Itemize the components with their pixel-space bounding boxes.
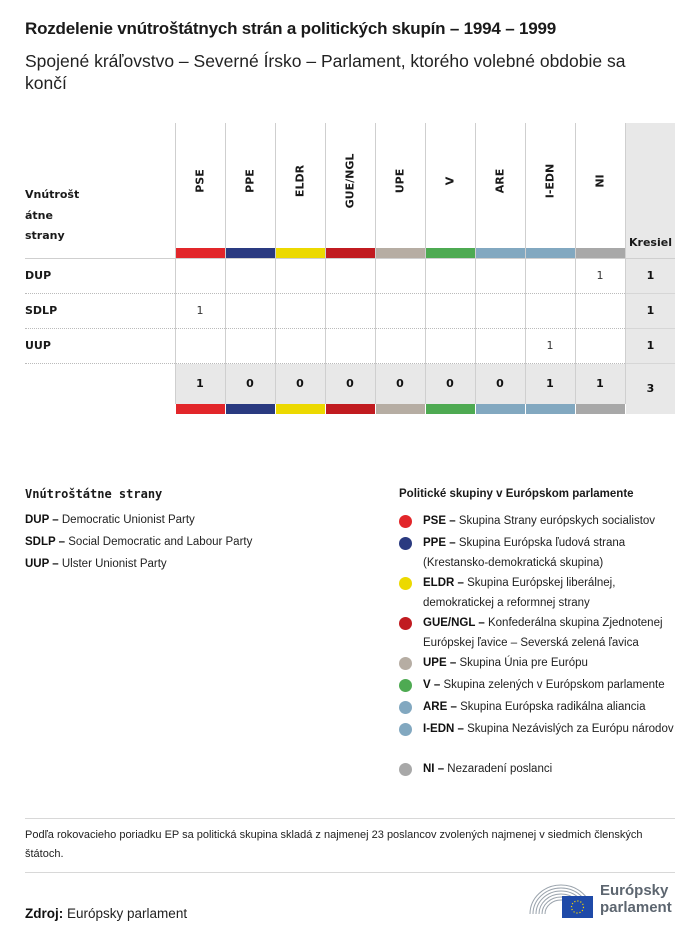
group-code: PPE <box>423 537 447 549</box>
divider <box>25 818 675 819</box>
table-cell: 1 <box>596 269 604 282</box>
source-label: Zdroj: <box>25 906 64 921</box>
source-value: Európsky parlament <box>67 906 188 921</box>
seats-cell: 1 <box>646 339 655 352</box>
separator: – <box>49 558 62 570</box>
group-color-bar <box>426 404 475 414</box>
group-color-bar <box>576 404 625 414</box>
group-color-dot-icon <box>399 657 412 670</box>
total-cell: 1 <box>546 377 554 390</box>
group-color-bar <box>576 248 625 258</box>
separator: – <box>55 536 69 548</box>
group-color-bar <box>326 248 375 258</box>
group-color-bar <box>326 404 375 414</box>
column-header-i-edn <box>525 123 575 248</box>
group-color-dot-icon <box>399 537 412 550</box>
separator: – <box>446 515 459 527</box>
column-header-ni <box>575 123 625 248</box>
seats-divider <box>626 363 675 364</box>
group-color-bar <box>526 404 575 414</box>
group-code: I-EDN <box>543 163 557 199</box>
political-group-legend-item <box>399 613 689 653</box>
group-code: I-EDN <box>423 723 455 735</box>
political-group-legend-item <box>399 697 689 717</box>
group-code: ELDR <box>293 164 307 198</box>
group-code: ARE <box>493 168 507 194</box>
group-color-bar <box>176 248 225 258</box>
political-group-legend-item <box>399 719 689 739</box>
party-code: DUP <box>25 514 50 526</box>
separator: – <box>454 577 468 589</box>
group-color-dot-icon <box>399 763 412 776</box>
group-code: ARE <box>423 701 448 713</box>
political-group-legend-item <box>399 511 689 531</box>
group-code: ELDR <box>423 577 455 589</box>
separator: – <box>475 617 488 629</box>
party-name: Ulster Unionist Party <box>61 558 167 570</box>
group-name: Skupina Únia pre Európu <box>459 657 588 669</box>
group-name: Nezaradení poslanci <box>447 763 553 775</box>
column-header-gue-ngl <box>325 123 375 248</box>
group-code: NI <box>593 174 607 188</box>
seats-divider <box>626 293 675 294</box>
page-subtitle: Spojené kráľovstvo – Severné Írsko – Parlament, ktorého volebné obdobie sa končí <box>25 51 626 93</box>
group-color-dot-icon <box>399 577 412 590</box>
group-name: Konfederálna skupina Zjednotenej Európskej ľavice – Severská zelená ľavica <box>423 617 663 649</box>
group-name: Skupina Európskej liberálnej, demokratickej a reformnej strany <box>423 577 616 609</box>
group-color-bar <box>376 404 425 414</box>
header-divider <box>25 258 675 259</box>
group-code: PSE <box>193 169 207 193</box>
group-name: Skupina Európska ľudová strana (Krestansko-demokratická skupina) <box>423 537 626 569</box>
row-label-dup: DUP <box>25 269 52 282</box>
source <box>25 906 187 921</box>
logo-text-line-2: parlament <box>600 899 672 916</box>
group-name: Skupina Strany európskych socialistov <box>458 515 656 527</box>
total-cell: 0 <box>346 377 354 390</box>
group-color-dot-icon <box>399 679 412 692</box>
group-color-dot-icon <box>399 701 412 714</box>
column-header-v <box>425 123 475 248</box>
group-name: Skupina Európska radikálna aliancia <box>460 701 646 713</box>
footnote: Podľa rokovacieho poriadku EP sa politická skupina skladá z najmenej 23 poslancov zvolených najmenej v siedmich členských štátoch. <box>25 829 643 860</box>
separator: – <box>447 701 461 713</box>
row-divider <box>25 363 625 364</box>
total-cell: 0 <box>296 377 304 390</box>
group-name: Skupina Nezávislých za Európu národov <box>467 723 674 735</box>
total-cell: 1 <box>596 377 604 390</box>
national-party-legend-item <box>25 514 195 526</box>
group-color-bar <box>226 248 275 258</box>
total-cell: 0 <box>396 377 404 390</box>
political-group-legend-item <box>399 653 689 673</box>
row-label-uup: UUP <box>25 339 51 352</box>
column-divider <box>625 123 626 404</box>
group-color-bar <box>226 404 275 414</box>
total-cell: 0 <box>496 377 504 390</box>
group-color-dot-icon <box>399 515 412 528</box>
column-header-are <box>475 123 525 248</box>
party-header-line-1: Vnútrošt <box>25 188 80 201</box>
row-label-sdlp: SDLP <box>25 304 58 317</box>
party-name: Democratic Unionist Party <box>61 514 195 526</box>
national-party-legend-item <box>25 536 252 548</box>
seats-column-header: Kresiel <box>629 236 672 249</box>
logo-text-line-1: Európsky <box>600 882 669 899</box>
political-group-legend-item <box>399 759 689 779</box>
group-code: GUE/NGL <box>423 617 476 629</box>
group-code: GUE/NGL <box>343 153 357 209</box>
column-header-ppe <box>225 123 275 248</box>
separator: – <box>454 723 468 735</box>
group-code: UPE <box>423 657 447 669</box>
group-color-bar <box>276 248 325 258</box>
party-name: Social Democratic and Labour Party <box>68 536 253 548</box>
european-parliament-logo <box>528 880 678 922</box>
table-cell: 1 <box>546 339 554 352</box>
seats-cell: 1 <box>646 269 655 282</box>
group-color-bar <box>426 248 475 258</box>
group-code: V <box>423 679 431 691</box>
political-group-legend-item <box>399 533 689 573</box>
group-color-bar <box>476 248 525 258</box>
party-column-header <box>25 185 79 247</box>
separator: – <box>446 657 460 669</box>
row-divider <box>25 293 625 294</box>
total-cell: 1 <box>196 377 204 390</box>
separator: – <box>434 763 448 775</box>
political-group-legend-item <box>399 573 689 613</box>
page-title: Rozdelenie vnútroštátnych strán a politických skupín – 1994 – 1999 <box>25 19 556 38</box>
group-color-dot-icon <box>399 723 412 736</box>
group-color-dot-icon <box>399 617 412 630</box>
seats-cell: 1 <box>646 304 655 317</box>
party-header-line-2: átne <box>25 208 53 222</box>
column-header-upe <box>375 123 425 248</box>
separator: – <box>446 537 459 549</box>
separator: – <box>49 514 62 526</box>
grand-total-cell: 3 <box>646 382 655 395</box>
political-group-legend-item <box>399 675 689 695</box>
separator: – <box>430 679 444 691</box>
total-cell: 0 <box>446 377 454 390</box>
group-color-bar <box>526 248 575 258</box>
row-divider <box>25 328 625 329</box>
table-cell: 1 <box>196 304 204 317</box>
total-cell: 0 <box>246 377 254 390</box>
column-header-pse <box>175 123 225 248</box>
distribution-table <box>0 0 700 430</box>
group-name: Skupina zelených v Európskom parlamente <box>443 679 665 691</box>
group-color-bar <box>176 404 225 414</box>
party-code: SDLP <box>25 536 56 548</box>
group-color-bar <box>476 404 525 414</box>
seats-divider <box>626 328 675 329</box>
group-code: V <box>443 176 457 186</box>
party-code: UUP <box>25 558 50 570</box>
hemicycle-flag-icon <box>528 880 594 920</box>
group-code: PPE <box>243 169 257 193</box>
group-code: UPE <box>393 168 407 194</box>
group-code: PSE <box>423 515 447 527</box>
national-party-legend-item <box>25 558 167 570</box>
party-header-line-3: strany <box>25 229 65 242</box>
political-groups-legend-title: Politické skupiny v Európskom parlamente <box>399 488 634 500</box>
divider <box>25 872 675 873</box>
group-color-bar <box>376 248 425 258</box>
national-parties-legend-title: Vnútroštátne strany <box>25 487 163 501</box>
group-code: NI <box>423 763 435 775</box>
column-header-eldr <box>275 123 325 248</box>
group-color-bar <box>276 404 325 414</box>
